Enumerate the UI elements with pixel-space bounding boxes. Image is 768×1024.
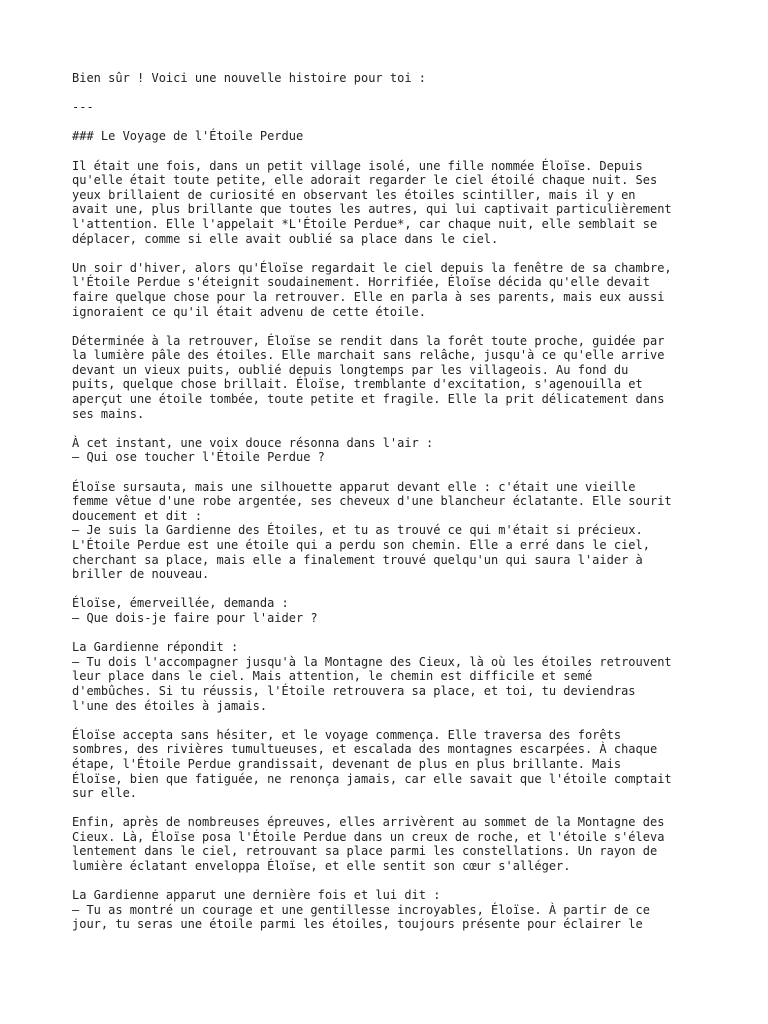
paragraph (72, 159, 712, 247)
text-line: devant un vieux puits, oublié depuis longtemps par les villageois. Au fond du (72, 362, 629, 377)
text-line: jour, tu seras une étoile parmi les étoiles, toujours présente pour éclairer le (72, 917, 643, 932)
text-line: L'Étoile Perdue est une étoile qui a perdu son chemin. Elle a erré dans le ciel, (72, 538, 650, 552)
text-line: lentement dans le ciel, retrouvant sa place parmi les constellations. Un rayon de (72, 844, 658, 859)
text-line: Cieux. Là, Éloïse posa l'Étoile Perdue dans un creux de roche, et l'étoile s'éleva (72, 829, 665, 844)
text-line: femme vêtue d'une robe argentée, ses cheveux d'une blancheur éclatante. Elle sourit (72, 494, 672, 509)
text-line: ### Le Voyage de l'Étoile Perdue (72, 129, 304, 144)
text-line: d'embûches. Si tu réussis, l'Étoile retrouvera sa place, et toi, tu deviendras (72, 683, 636, 698)
text-line: ses mains. (72, 406, 145, 421)
text-line: La Gardienne apparut une dernière fois et lui dit : (72, 888, 441, 903)
text-line: Éloïse, émerveillée, demanda : (72, 596, 289, 611)
text-line: cherchant sa place, mais elle a finalement trouvé quelqu'un qui saura l'aider à (72, 552, 643, 567)
text-line: étape, l'Étoile Perdue grandissait, devenant de plus en plus brillante. Mais (72, 756, 622, 771)
text-line: faire quelque chose pour la retrouver. Elle en parla à ses parents, mais eux aussi (72, 289, 665, 304)
text-line: leur place dans le ciel. Mais attention, le chemin est difficile et semé (72, 669, 593, 684)
text-line: la lumière pâle des étoiles. Elle marchait sans relâche, jusqu'à ce qu'elle arrive (72, 348, 665, 363)
text-line: lumière éclatant enveloppa Éloïse, et elle sentit son cœur s'alléger. (72, 859, 571, 874)
text-line: – Qui ose toucher l'Étoile Perdue ? (72, 450, 325, 465)
text-line: doucement et dit : (72, 508, 203, 523)
document-page (72, 71, 712, 947)
story-title (72, 129, 712, 144)
text-line: Enfin, après de nombreuses épreuves, elles arrivèrent au sommet de la Montagne des (72, 815, 665, 830)
text-line: sombres, des rivières tumultueuses, et escalada des montagnes escarpées. À chaque (72, 742, 658, 757)
text-line: – Tu dois l'accompagner jusqu'à la Montagne des Cieux, là où les étoiles retrouvent (72, 654, 672, 669)
paragraph (72, 480, 712, 582)
text-line: Éloïse sursauta, mais une silhouette apparut devant elle : c'était une vieille (72, 479, 636, 494)
text-line: Un soir d'hiver, alors qu'Éloïse regardait le ciel depuis la fenêtre de sa chambre, (72, 260, 672, 275)
text-line: – Tu as montré un courage et une gentillesse incroyables, Éloïse. À partir de ce (72, 902, 650, 917)
text-line: sur elle. (72, 786, 138, 801)
text-line: avait une, plus brillante que toutes les autres, qui lui captivait particulièrement (72, 202, 672, 217)
text-line: puits, quelque chose brillait. Éloïse, tremblante d'excitation, s'agenouilla et (72, 377, 643, 392)
text-line: – Que dois-je faire pour l'aider ? (72, 610, 318, 625)
paragraph (72, 815, 712, 873)
text-line: --- (72, 100, 94, 115)
paragraph (72, 728, 712, 801)
text-line: ignoraient ce qu'il était advenu de cette étoile. (72, 304, 427, 319)
paragraph (72, 888, 712, 932)
text-line: qu'elle était toute petite, elle adorait regarder le ciel étoilé chaque nuit. Ses (72, 173, 658, 188)
paragraph (72, 640, 712, 713)
text-line: Bien sûr ! Voici une nouvelle histoire pour toi : (72, 71, 427, 85)
text-line: Éloïse, bien que fatiguée, ne renonça jamais, car elle savait que l'étoile comptait (72, 771, 672, 786)
text-line: aperçut une étoile tombée, toute petite et fragile. Elle la prit délicatement dans (72, 392, 665, 407)
paragraph (72, 596, 712, 625)
text-line: l'une des étoiles à jamais. (72, 698, 268, 713)
text-line: À cet instant, une voix douce résonna dans l'air : (72, 435, 434, 450)
text-line: yeux brillaient de curiosité en observant les étoiles scintiller, mais il y en (72, 187, 636, 202)
text-line: Éloïse accepta sans hésiter, et le voyage commença. Elle traversa des forêts (72, 727, 622, 742)
text-line: briller de nouveau. (72, 567, 210, 582)
paragraph (72, 436, 712, 465)
story-text (72, 71, 712, 932)
separator (72, 100, 712, 115)
text-line: l'attention. Elle l'appelait *L'Étoile Perdue*, car chaque nuit, elle semblait se (72, 216, 658, 231)
paragraph (72, 261, 712, 319)
intro-line (72, 71, 712, 86)
text-line: déplacer, comme si elle avait oublié sa place dans le ciel. (72, 231, 499, 246)
text-line: – Je suis la Gardienne des Étoiles, et tu as trouvé ce qui m'était si précieux. (72, 523, 643, 538)
text-line: l'Étoile Perdue s'éteignit soudainement. Horrifiée, Éloïse décida qu'elle devait (72, 275, 650, 290)
text-line: Il était une fois, dans un petit village isolé, une fille nommée Éloïse. Depuis (72, 158, 643, 173)
text-line: Déterminée à la retrouver, Éloïse se rendit dans la forêt toute proche, guidée par (72, 333, 665, 348)
paragraph (72, 334, 712, 422)
text-line: La Gardienne répondit : (72, 640, 239, 655)
